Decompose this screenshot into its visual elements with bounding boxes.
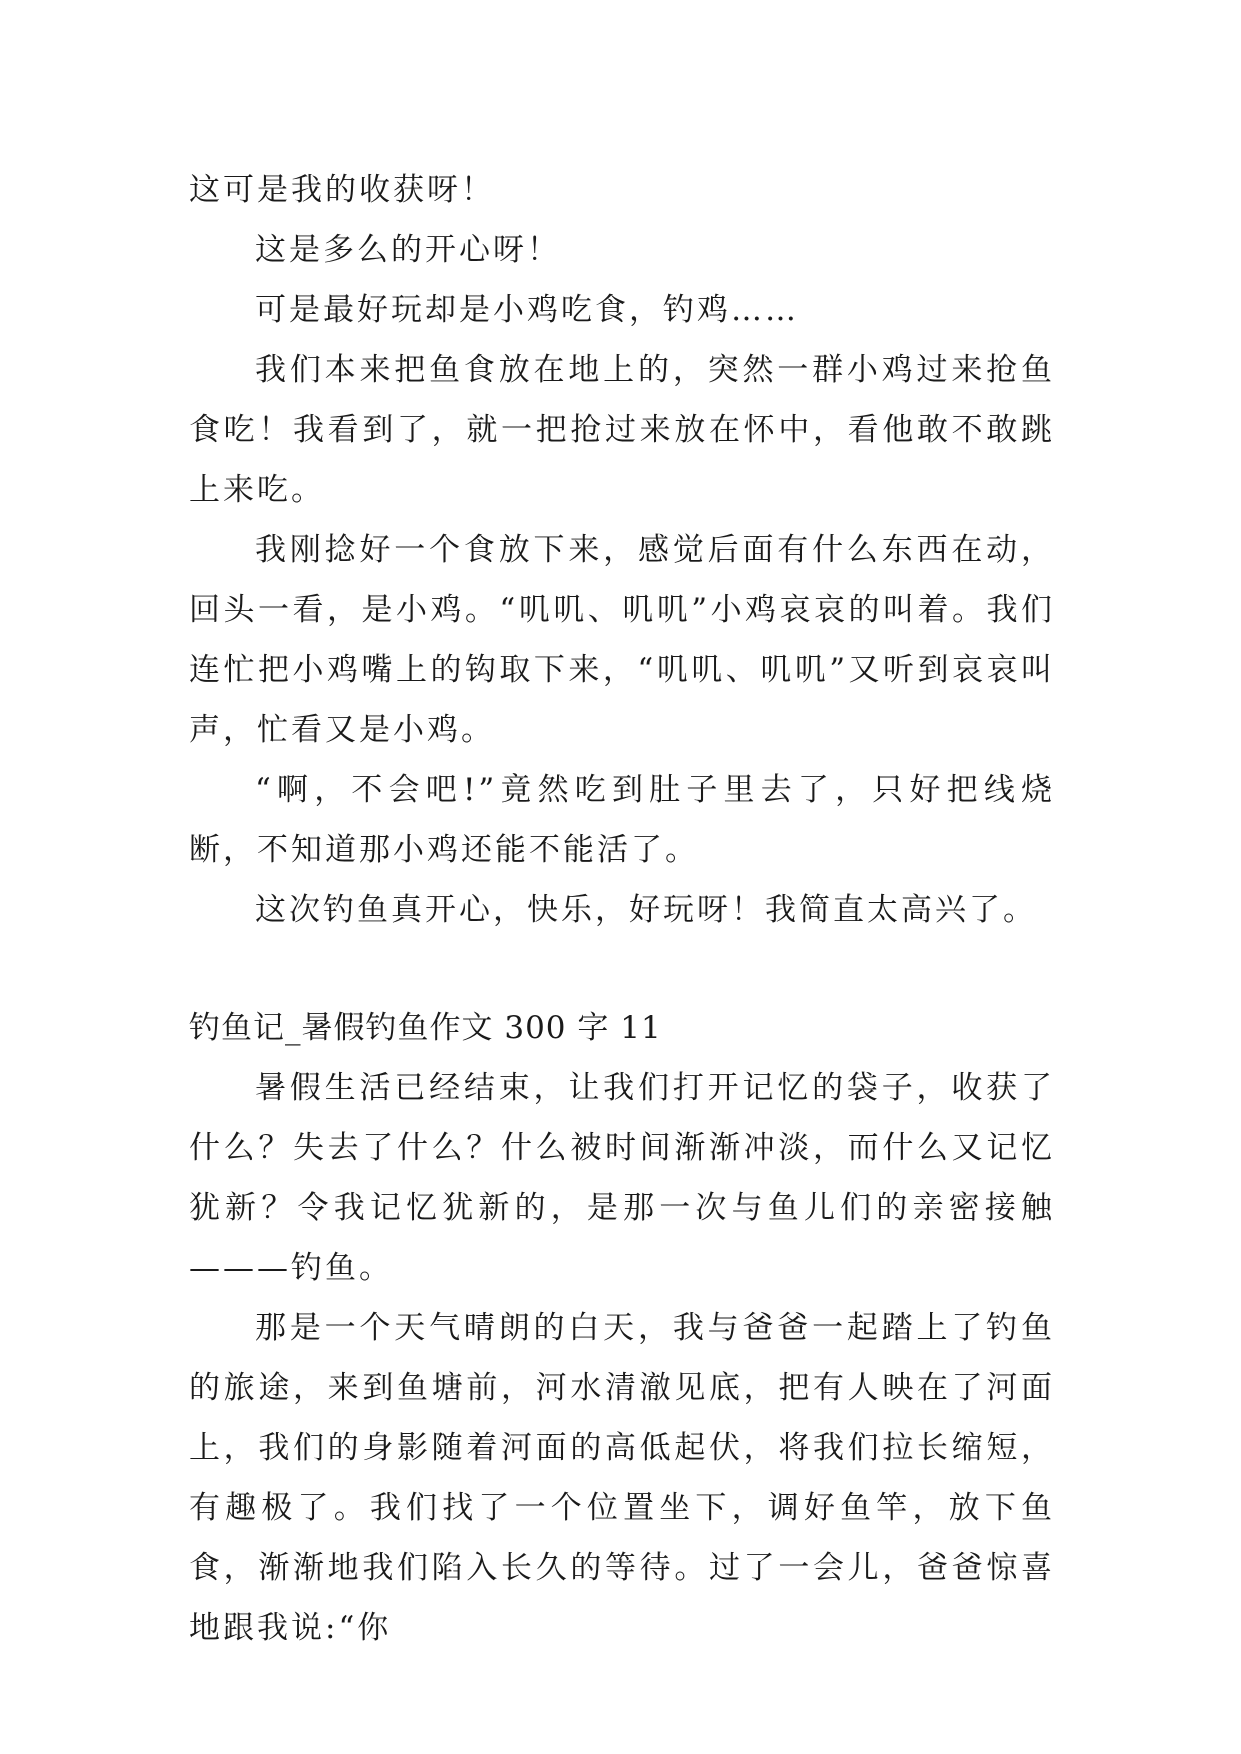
paragraph: 可是最好玩却是小鸡吃食，钓鸡…… — [255, 292, 799, 328]
document-body — [189, 160, 1055, 1658]
section-title: 钓鱼记_暑假钓鱼作文 300 字 11 — [189, 1010, 662, 1046]
paragraph: 这次钓鱼真开心，快乐，好玩呀！我简直太高兴了。 — [255, 892, 1037, 928]
paragraph: 暑假生活已经结束，让我们打开记忆的袋子，收获了什么？失去了什么？什么被时间渐渐冲淡，而什么又记忆犹新？令我记忆犹新的，是那一次与鱼儿们的亲密接触———钓鱼。 — [189, 1070, 1055, 1286]
paragraph: 我刚捻好一个食放下来，感觉后面有什么东西在动，回头一看，是小鸡。“叽叽、叽叽”小鸡哀哀的叫着。我们连忙把小鸡嘴上的钩取下来，“叽叽、叽叽”又听到哀哀叫声，忙看又是小鸡。 — [189, 532, 1055, 748]
paragraph-continuation: 这可是我的收获呀！ — [189, 172, 495, 208]
paragraph: “啊，不会吧!”竟然吃到肚子里去了，只好把线烧断，不知道那小鸡还能不能活了。 — [189, 772, 1055, 868]
section-gap — [189, 940, 1055, 998]
paragraph: 我们本来把鱼食放在地上的，突然一群小鸡过来抢鱼食吃！我看到了，就一把抢过来放在怀中，看他敢不敢跳上来吃。 — [189, 352, 1055, 508]
paragraph: 这是多么的开心呀！ — [255, 232, 561, 268]
paragraph: 那是一个天气晴朗的白天，我与爸爸一起踏上了钓鱼的旅途，来到鱼塘前，河水清澈见底，把有人映在了河面上，我们的身影随着河面的高低起伏，将我们拉长缩短，有趣极了。我们找了一个位置坐下，调好鱼竿，放下鱼食，渐渐地我们陷入长久的等待。过了一会儿，爸爸惊喜地跟我说:“你 — [189, 1310, 1055, 1646]
